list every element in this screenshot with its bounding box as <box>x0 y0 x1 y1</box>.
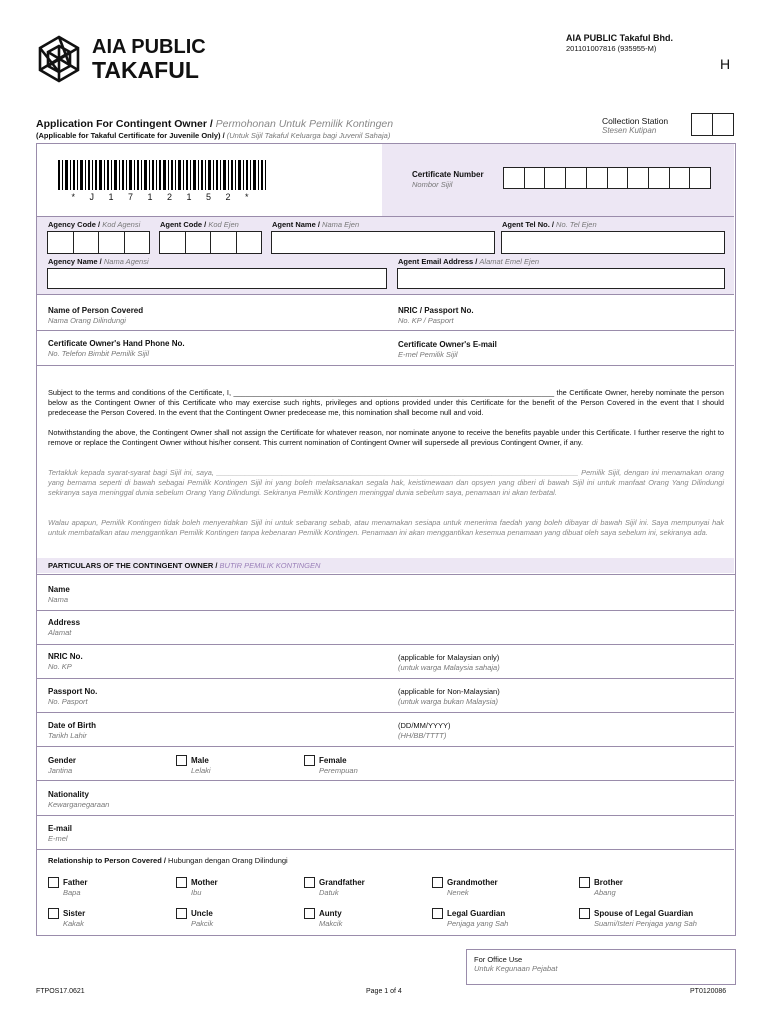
footer-doc-code: PT0120086 <box>690 988 727 995</box>
co-dob-label: Date of Birth <box>48 721 96 730</box>
person-covered-label: Name of Person Covered <box>48 306 144 315</box>
relationship-spouse-guardian-label-ms: Suami/Isteri Penjaga yang Sah <box>594 919 697 928</box>
collection-station-box-1[interactable] <box>691 113 713 136</box>
title-ms: Permohonan Untuk Pemilik Kontingen <box>215 118 394 130</box>
collection-station-box-2[interactable] <box>712 113 734 136</box>
agency-code-label: Agency Code / Kod Agensi <box>48 220 141 229</box>
co-dob-label-ms: Tarikh Lahir <box>48 731 87 740</box>
co-email-label: E-mail <box>48 824 73 833</box>
form-subtitle <box>36 131 390 140</box>
relationship-grandfather-label-ms: Datuk <box>319 888 339 897</box>
co-nationality-label: Nationality <box>48 790 89 799</box>
agent-tel-label: Agent Tel No. / No. Tel Ejen <box>502 220 597 229</box>
relationship-father-label: Father <box>63 878 88 887</box>
relationship-father-label-ms: Bapa <box>63 888 81 897</box>
subtitle-en: (Applicable for Takaful Certificate for Juvenile Only) / <box>36 131 225 140</box>
declaration-ms-1: Tertakluk kepada syarat-syarat bagi Sijil ini, saya, ________________________________________________________________________________________ Pemilik Sijil, dengan ini menamakan orang yang bernama seperti di bawah sebagai Pemilik Kontingen Sijil ini yang boleh melaksanakan segala hak, keistimewaan dan opsyen yang diberi di bawah Sijil ini untuk manfaat Orang Yang Dilindungi sekiranya saya meninggal dunia sebelum Orang Yang Dilindungi. Sekiranya Pemilik Kontingen meninggal dunia sebelum saya, penamaan ini akan terbatal. <box>48 468 724 497</box>
company-logo <box>34 34 84 89</box>
relationship-sister-label-ms: Kakak <box>63 919 84 928</box>
declaration-en-2: Notwithstanding the above, the Contingent Owner shall not assign the Certificate for whatever reason, nor nominate anyone to receive the benefits payable under this Certificate. I further reserve the right to remove or replace the Contingent Owner without his/her consent. This current nomination of Contingent Owner will supersede all previous Contingent Owner, if any. <box>48 428 724 447</box>
company-reg: 201101007816 (935955-M) <box>566 44 657 53</box>
company-name: AIA PUBLIC Takaful Bhd. <box>566 33 674 43</box>
co-name-label-ms: Nama <box>48 595 69 604</box>
form-letter: H <box>720 56 731 72</box>
collection-station-label: Collection Station <box>602 116 669 126</box>
co-nric-note: (applicable for Malaysian only) <box>398 653 500 662</box>
certificate-number-label-ms: Nombor Sijil <box>412 180 453 189</box>
relationship-aunty-label: Aunty <box>319 909 342 918</box>
co-gender-label-ms: Jantina <box>48 766 73 775</box>
title-en: Application For Contingent Owner / <box>36 118 213 130</box>
particulars-border <box>36 573 736 936</box>
relationship-grandmother-label-ms: Nenek <box>447 888 469 897</box>
relationship-spouse-guardian-label: Spouse of Legal Guardian <box>594 909 694 918</box>
co-passport-note: (applicable for Non-Malaysian) <box>398 687 500 696</box>
co-address-label: Address <box>48 618 81 627</box>
relationship-legal-guardian-label-ms: Penjaga yang Sah <box>447 919 509 928</box>
co-nationality-label-ms: Kewarganegaraan <box>48 800 110 809</box>
footer-page-number: Page 1 of 4 <box>366 988 402 995</box>
agent-tel-input[interactable] <box>501 231 725 254</box>
relationship-brother-label-ms: Abang <box>594 888 616 897</box>
certificate-number-input[interactable] <box>503 167 711 189</box>
relationship-uncle-label: Uncle <box>191 909 213 918</box>
particulars-heading: PARTICULARS OF THE CONTINGENT OWNER / BUTIR PEMILIK KONTINGEN <box>48 561 321 570</box>
collection-station-label-ms: Stesen Kutipan <box>602 126 657 135</box>
relationship-grandfather-label: Grandfather <box>319 878 365 887</box>
owner-email-label-ms: E-mel Pemilik Sijil <box>398 350 458 359</box>
footer-form-code: FTPOS17.0621 <box>36 988 85 995</box>
co-address-label-ms: Alamat <box>48 628 72 637</box>
agency-name-input[interactable] <box>47 268 387 289</box>
co-nric-label-ms: No. KP <box>48 662 72 671</box>
relationship-brother-label: Brother <box>594 878 623 887</box>
declaration-ms-2: Walau apapun, Pemilik Kontingen tidak boleh menyerahkan Sijil ini untuk sebarang sebab, atau menamakan sesiapa untuk menerima faedah yang boleh dibayar di bawah Sijil ini. Saya mempunyai hak untuk membatalkan atau menggantikan Pemilik Kontingen tanpa kebenaran Pemilik Kontingen. Penamaan ini akan menggantikan kesemua penamaan yang dibuat oleh saya sebelum ini, sekiranya ada. <box>48 518 724 537</box>
co-passport-label: Passport No. <box>48 687 98 696</box>
co-passport-label-ms: No. Pasport <box>48 697 88 706</box>
brand-line1: AIA PUBLIC <box>92 36 206 58</box>
gender-female-label: Female <box>319 756 347 765</box>
relationship-sister-label: Sister <box>63 909 86 918</box>
co-dob-format: (DD/MM/YYYY) <box>398 721 451 730</box>
co-gender-label: Gender <box>48 756 77 765</box>
co-name-label: Name <box>48 585 70 594</box>
barcode-text: * J 1 7 1 2 1 5 2 * <box>71 192 255 202</box>
form-title <box>36 118 393 130</box>
relationship-grandmother-label: Grandmother <box>447 878 498 887</box>
barcode-icon <box>58 160 268 193</box>
agent-name-label: Agent Name / Nama Ejen <box>272 220 360 229</box>
agency-code-input[interactable] <box>47 231 150 254</box>
office-use-label: For Office Use <box>474 955 523 964</box>
co-nric-label: NRIC No. <box>48 652 83 661</box>
co-email-label-ms: E-mel <box>48 834 68 843</box>
owner-phone-label-ms: No. Telefon Bimbit Pemilik Sijil <box>48 349 150 358</box>
relationship-uncle-label-ms: Pakcik <box>191 919 214 928</box>
person-nric-label-ms: No. KP / Pasport <box>398 316 454 325</box>
agent-code-input[interactable] <box>159 231 262 254</box>
relationship-mother-label: Mother <box>191 878 218 887</box>
person-nric-label: NRIC / Passport No. <box>398 306 474 315</box>
relationship-aunty-label-ms: Makcik <box>319 919 343 928</box>
relationship-legal-guardian-label: Legal Guardian <box>447 909 506 918</box>
agent-name-input[interactable] <box>271 231 495 254</box>
subtitle-ms: (Untuk Sijil Takaful Keluarga bagi Juvenil Sahaja) <box>226 131 391 140</box>
relationship-mother-label-ms: Ibu <box>191 888 202 897</box>
agent-code-label: Agent Code / Kod Ejen <box>160 220 239 229</box>
aia-logo-icon <box>34 34 84 84</box>
declaration-en-1: Subject to the terms and conditions of the Certificate, I, ______________________________________________________________________________ the Certificate Owner, hereby nominate the person below as the Contingent Owner of this Certificate who may exercise such rights, privileges and options provided under this Certificate for the benefit of the Person Covered in the event that I should predecease the Person Covered. In the event that the Contingent Owner predecease me, this nomination shall become null and void. <box>48 388 724 417</box>
owner-phone-label: Certificate Owner's Hand Phone No. <box>48 339 185 348</box>
agent-email-label: Agent Email Address / Alamat Emel Ejen <box>398 257 540 266</box>
office-use-label-ms: Untuk Kegunaan Pejabat <box>474 964 558 973</box>
gender-female-label-ms: Perempuan <box>319 766 358 775</box>
person-covered-label-ms: Nama Orang Dilindungi <box>48 316 126 325</box>
co-nric-note-ms: (untuk warga Malaysia sahaja) <box>398 663 500 672</box>
co-passport-note-ms: (untuk warga bukan Malaysia) <box>398 697 499 706</box>
certificate-number-label: Certificate Number <box>412 170 484 179</box>
co-dob-format-ms: (HH/BB/TTTT) <box>398 731 447 740</box>
gender-male-label: Male <box>191 756 209 765</box>
brand-line2: TAKAFUL <box>92 57 199 83</box>
owner-email-label: Certificate Owner's E-mail <box>398 340 497 349</box>
agency-name-label: Agency Name / Nama Agensi <box>48 257 149 266</box>
gender-male-label-ms: Lelaki <box>191 766 211 775</box>
relationship-label: Relationship to Person Covered / Hubungan dengan Orang Dilindungi <box>48 856 288 865</box>
agent-email-input[interactable] <box>397 268 725 289</box>
